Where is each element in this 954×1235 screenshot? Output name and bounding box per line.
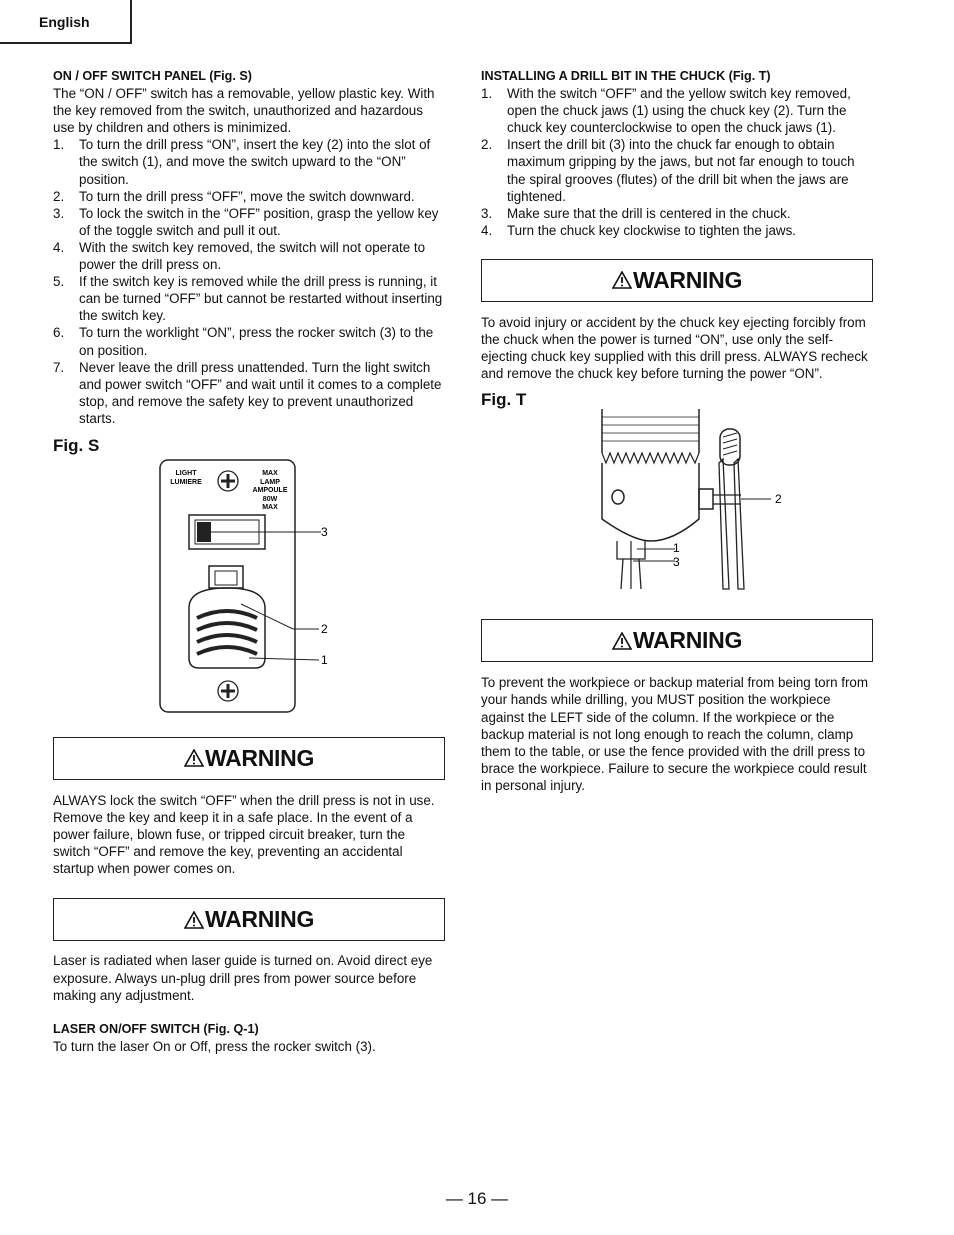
switch-panel-heading: ON / OFF SWITCH PANEL (Fig. S): [53, 69, 252, 83]
fig-s-switch-panel-illustration: [153, 458, 453, 716]
chuck-heading: INSTALLING A DRILL BIT IN THE CHUCK (Fig. T): [481, 69, 771, 83]
switch-panel-intro: The “ON / OFF” switch has a removable, yellow plastic key. With the key removed from the switch, unauthorized and hazardous use by children and others is minimized.: [53, 86, 435, 136]
chuck-key-handle: [699, 489, 713, 509]
warning-title-1: WARNING: [204, 744, 315, 771]
warning-box-2: [53, 898, 445, 941]
chuck-gear-teeth: [602, 453, 699, 463]
warning-title-3: WARNING: [632, 266, 743, 293]
callout-2: 2: [775, 492, 782, 507]
list-item: 7. Never leave the drill press unattended. Turn the light switch and power switch “OFF” and wait until it comes to a complete stop, and remove the safety key to prevent unauthorized starts.: [53, 359, 442, 426]
fig-t-label: Fig. T: [481, 390, 527, 410]
left-column: [53, 68, 445, 1055]
list-item: 2. To turn the drill press “OFF”, move the switch downward.: [53, 188, 415, 204]
laser-heading: LASER ON/OFF SWITCH (Fig. Q-1): [53, 1021, 259, 1036]
lamp-label-1: MAX: [262, 469, 278, 477]
warning-box-1: [53, 737, 445, 780]
warning-triangle-icon: [184, 911, 204, 929]
light-label-1: LIGHT: [175, 469, 197, 477]
lamp-label-3: AMPOULE: [252, 486, 288, 494]
chuck-steps: [481, 85, 873, 239]
fig-s-label: Fig. S: [53, 435, 100, 455]
lamp-label-5: MAX: [262, 503, 278, 511]
list-item: 5. If the switch key is removed while the drill press is running, it can be turned “OFF” but cannot be restarted without inserting the switch key.: [53, 274, 443, 324]
lamp-label-4: 80W: [262, 495, 278, 503]
warning-text-4: To prevent the workpiece or backup material from being torn from your hands while drilling, you MUST position the workpiece against the LEFT side of the column. If the workpiece or the backup material is not long enough to reach the column, clamp them to the table, or use the fence provided with the drill press to brace the workpiece. Failure to secure the workpiece could result in personal injury.: [481, 675, 869, 793]
callout-3: 3: [673, 555, 680, 570]
warning-triangle-icon: [612, 632, 632, 650]
switch-panel-steps: [53, 136, 445, 427]
list-item: 1. With the switch “OFF” and the yellow switch key removed, open the chuck jaws (1) using the chuck key (2). Turn the chuck key counterclockwise to open the chuck jaws (1).: [481, 86, 851, 136]
language-tab: [0, 0, 132, 44]
callout-1: 1: [321, 652, 328, 667]
warning-triangle-icon: [612, 271, 632, 289]
callout-3: 3: [321, 524, 328, 539]
warning-text-3: To avoid injury or accident by the chuck key ejecting forcibly from the chuck when the power is turned “ON”, use only the self-ejecting chuck key supplied with this drill press. ALWAYS recheck and remove the chuck key before turning the power “ON”.: [481, 314, 868, 382]
list-item: 4. Turn the chuck key clockwise to tighten the jaws.: [481, 222, 797, 238]
laser-text: To turn the laser On or Off, press the rocker switch (3).: [53, 1038, 376, 1054]
right-column: [481, 68, 873, 794]
warning-box-3: [481, 259, 873, 302]
warning-box-4: [481, 619, 873, 662]
lamp-label-2: LAMP: [260, 478, 280, 486]
list-item: 1. To turn the drill press “ON”, insert the key (2) into the slot of the switch (1), and move the switch upward to the “ON” position.: [53, 137, 431, 187]
warning-title-2: WARNING: [204, 906, 315, 933]
warning-text-2: Laser is radiated when laser guide is turned on. Avoid direct eye exposure. Always un-plug drill pres from power source before making any adjustment.: [53, 953, 433, 1003]
light-label-2: LUMIERE: [170, 478, 202, 486]
callout-2: 2: [321, 621, 328, 636]
fig-t-chuck-illustration: [593, 409, 933, 595]
list-item: 4. With the switch key removed, the switch will not operate to power the drill press on.: [53, 239, 426, 273]
warning-triangle-icon: [184, 749, 204, 767]
chuck-body: [602, 463, 699, 541]
list-item: 6. To turn the worklight “ON”, press the rocker switch (3) to the on position.: [53, 325, 434, 358]
callout-1: 1: [673, 541, 680, 556]
page-number: — 16 —: [445, 1189, 509, 1208]
language-tab-label: English: [39, 14, 90, 30]
list-item: 3. To lock the switch in the “OFF” position, grasp the yellow key of the toggle switch and pull it out.: [53, 205, 439, 238]
list-item: 3. Make sure that the drill is centered in the chuck.: [481, 205, 791, 221]
list-item: 2. Insert the drill bit (3) into the chuck far enough to obtain maximum gripping by the jaws, but not far enough to touch the spiral grooves (flutes) of the drill bit when the jaws are tightened.: [481, 137, 855, 204]
warning-title-4: WARNING: [632, 627, 743, 654]
warning-text-1: ALWAYS lock the switch “OFF” when the drill press is not in use. Remove the key and keep it in a safe place. In the event of a power failure, blown fuse, or tripped circuit breaker, turn the switch “OFF” and remove the key, preventing an accidental startup when power comes on.: [53, 792, 435, 877]
